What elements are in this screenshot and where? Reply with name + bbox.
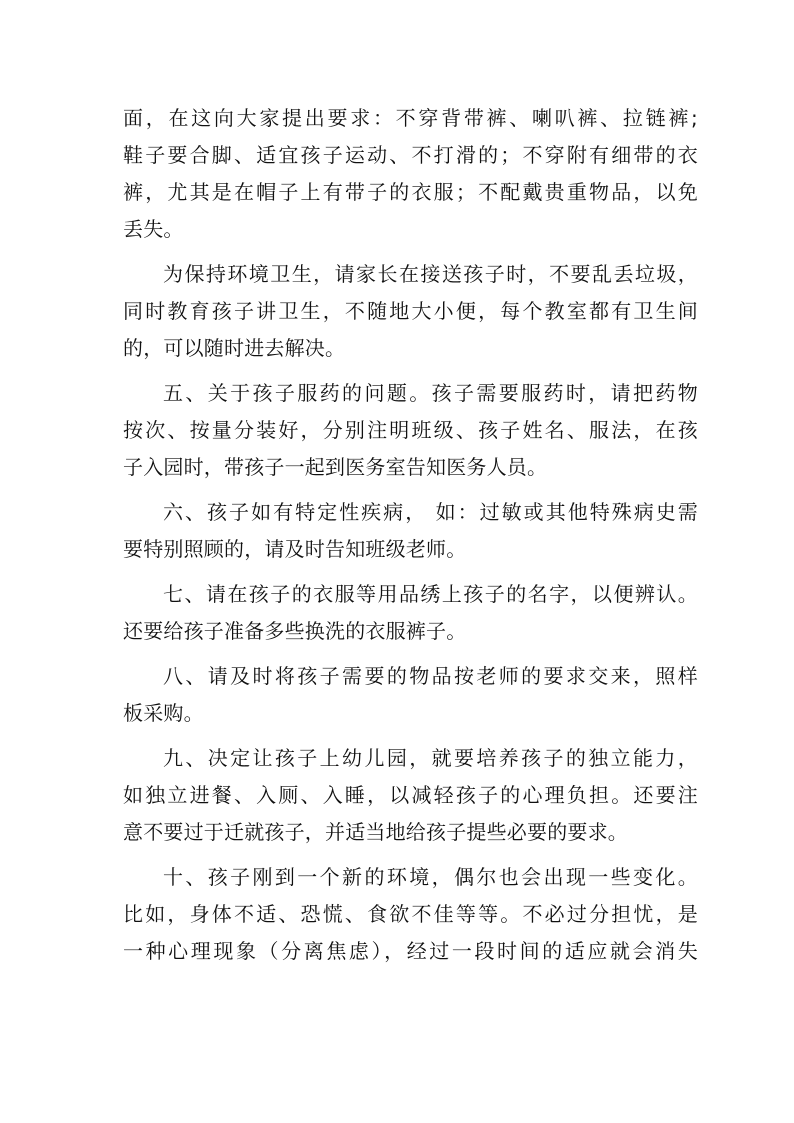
text-line: 板采购。 — [123, 701, 204, 725]
text-line: 还要给孩子准备多些换洗的衣服裤子。 — [123, 619, 467, 643]
paragraph-item-5-medication — [123, 375, 698, 486]
text-line: 一种心理现象（分离焦虑），经过一段时间的适应就会消失 — [123, 939, 698, 963]
text-line: 按次、按量分装好，分别注明班级、孩子姓名、服法，在孩 — [123, 418, 698, 442]
text-line: 子入园时，带孩子一起到医务室告知医务人员。 — [123, 455, 548, 479]
text-line: 同时教育孩子讲卫生，不随地大小便，每个教室都有卫生间 — [123, 299, 698, 323]
text-line: 十、孩子刚到一个新的环境，偶尔也会出现一些变化。 — [163, 865, 698, 889]
text-line: 如独立进餐、入厕、入睡，以减轻孩子的心理负担。还要注 — [123, 783, 698, 807]
text-line: 七、请在孩子的衣服等用品绣上孩子的名字，以便辨认。 — [163, 582, 698, 606]
text-line: 丢失。 — [123, 217, 184, 241]
text-line: 六、孩子如有特定性疾病， 如：过敏或其他特殊病史需 — [163, 500, 698, 524]
text-line: 比如，身体不适、恐慌、食欲不佳等等。不必过分担忧，是 — [123, 902, 698, 926]
paragraph-item-8-supplies — [123, 658, 698, 732]
text-line: 九、决定让孩子上幼儿园，就要培养孩子的独立能力， — [163, 746, 698, 770]
paragraph-hygiene — [123, 256, 698, 367]
text-line: 鞋子要合脚、适宜孩子运动、不打滑的；不穿附有细带的衣 — [123, 143, 698, 167]
document-body — [123, 100, 698, 978]
text-line: 为保持环境卫生，请家长在接送孩子时，不要乱丢垃圾， — [163, 262, 698, 286]
paragraph-item-10-adaptation — [123, 859, 698, 970]
text-line: 面，在这向大家提出要求：不穿背带裤、喇叭裤、拉链裤; — [123, 106, 698, 130]
paragraph-item-9-independence — [123, 740, 698, 851]
text-line: 意不要过于迁就孩子，并适当地给孩子提些必要的要求。 — [123, 820, 628, 844]
text-line: 裤，尤其是在帽子上有带子的衣服；不配戴贵重物品，以免 — [123, 180, 698, 204]
text-line: 八、请及时将孩子需要的物品按老师的要求交来，照样 — [163, 664, 698, 688]
paragraph-item-6-illness — [123, 494, 698, 568]
paragraph-clothing-requirements — [123, 100, 698, 248]
text-line: 五、关于孩子服药的问题。孩子需要服药时，请把药物 — [163, 381, 698, 405]
text-line: 要特别照顾的，请及时告知班级老师。 — [123, 537, 467, 561]
paragraph-item-7-names — [123, 576, 698, 650]
text-line: 的，可以随时进去解决。 — [123, 336, 346, 360]
